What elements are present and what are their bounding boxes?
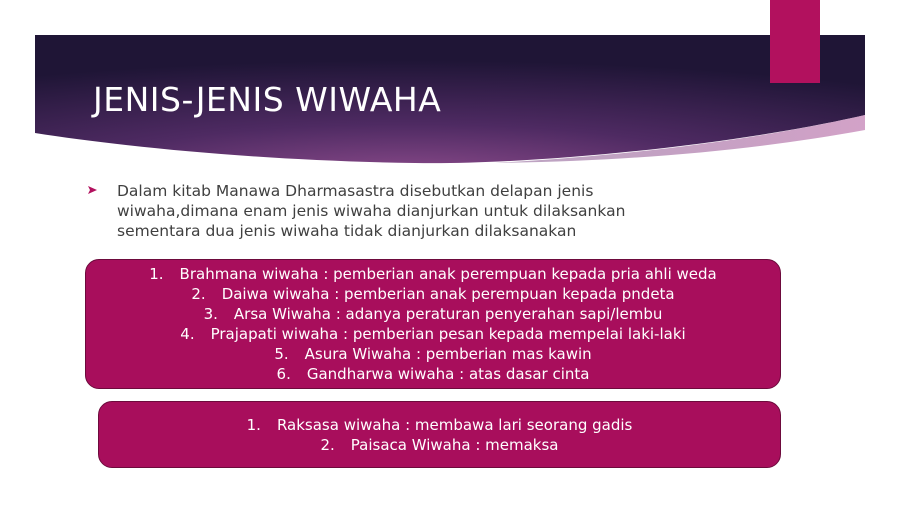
item-text: Brahmana wiwaha : pemberian anak perempuan kepada pria ahli weda (179, 265, 717, 283)
list-item (180, 324, 685, 344)
not-recommended-wiwaha-box (98, 401, 781, 468)
list-item (191, 284, 674, 304)
slide-title: JENIS-JENIS WIWAHA (93, 80, 442, 119)
intro-line: wiwaha,dimana enam jenis wiwaha dianjurkan untuk dilaksankan (117, 202, 626, 220)
item-number: 1. (246, 415, 261, 434)
item-number: 2. (191, 285, 206, 303)
intro-line: Dalam kitab Manawa Dharmasastra disebutkan delapan jenis (117, 182, 594, 200)
item-number: 2. (320, 435, 335, 454)
item-text: Raksasa wiwaha : membawa lari seorang gadis (276, 415, 633, 434)
list-item (277, 364, 590, 384)
intro-line: sementara dua jenis wiwaha tidak dianjurkan dilaksanakan (117, 222, 577, 240)
intro-text (117, 181, 625, 241)
item-number: 4. (180, 325, 195, 343)
item-number: 5. (274, 345, 289, 363)
item-text: Prajapati wiwaha : pemberian pesan kepada mempelai laki-laki (210, 325, 686, 343)
intro-bullet (88, 181, 708, 241)
item-number: 3. (203, 305, 218, 323)
item-text: Paisaca Wiwaha : memaksa (350, 435, 559, 454)
item-text: Arsa Wiwaha : adanya peraturan penyerahan sapi/lembu (233, 305, 663, 323)
item-text: Asura Wiwaha : pemberian mas kawin (304, 345, 592, 363)
recommended-wiwaha-box (85, 259, 781, 389)
triangle-right-icon (88, 185, 98, 195)
accent-tab (770, 0, 820, 83)
list-item (274, 344, 591, 364)
list-item (204, 304, 663, 324)
list-item (320, 435, 558, 455)
item-number: 6. (276, 365, 291, 383)
item-text: Daiwa wiwaha : pemberian anak perempuan kepada pndeta (221, 285, 675, 303)
item-text: Gandharwa wiwaha : atas dasar cinta (306, 365, 590, 383)
item-number: 1. (149, 265, 164, 283)
list-item (247, 415, 633, 435)
list-item (149, 264, 717, 284)
